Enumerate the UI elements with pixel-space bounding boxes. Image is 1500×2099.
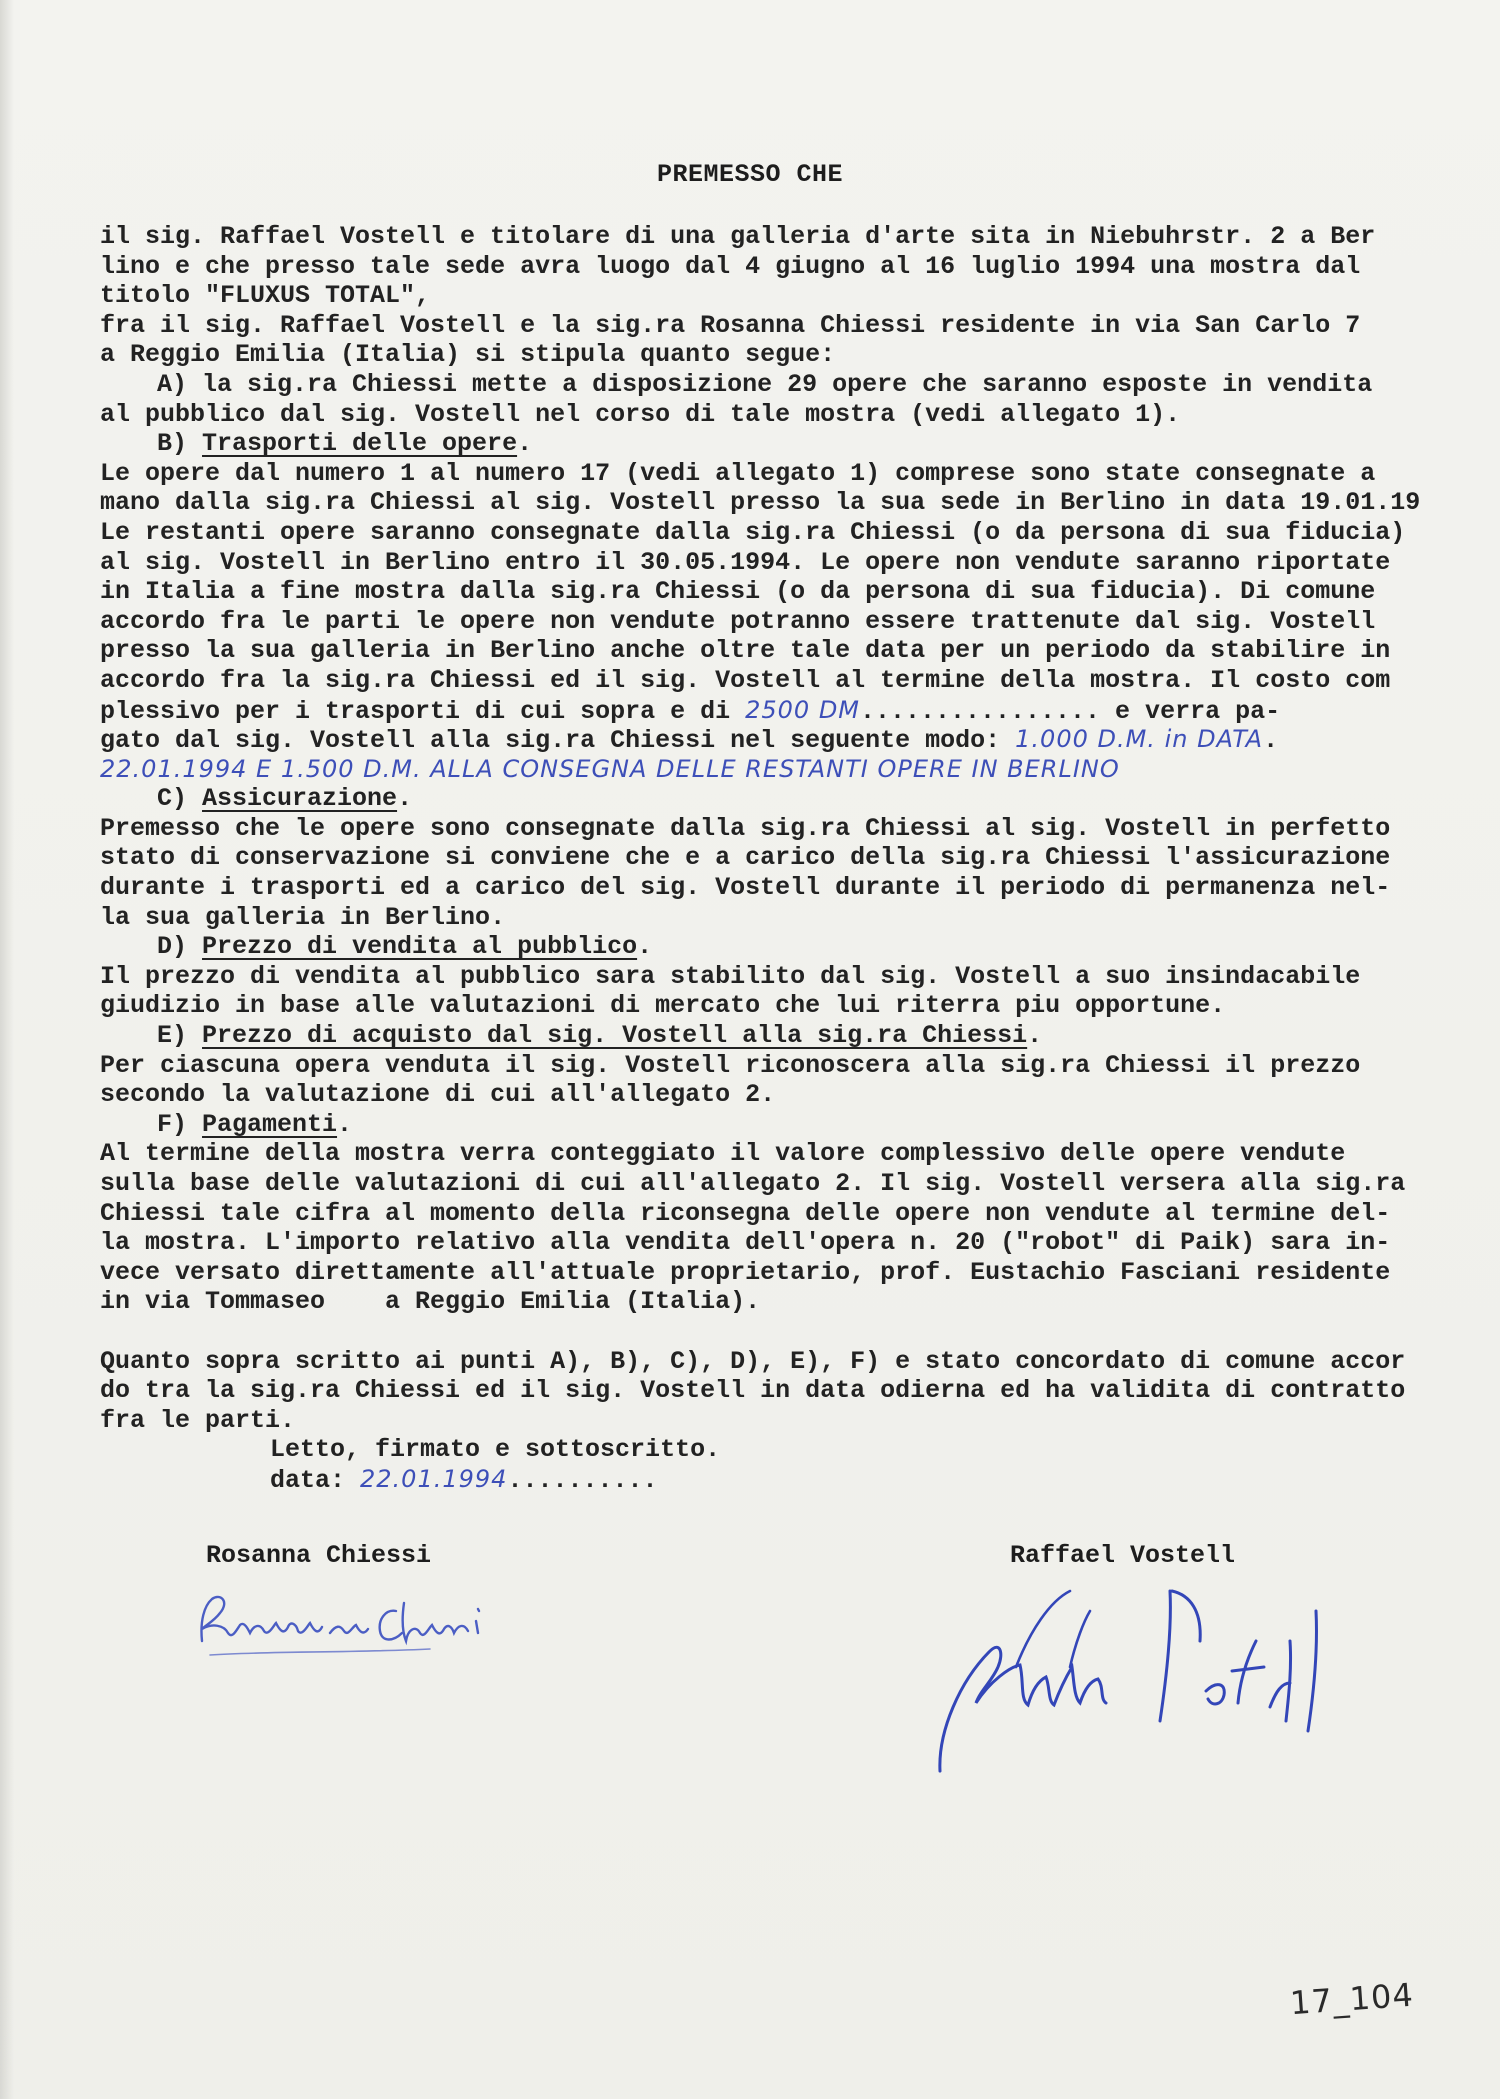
text-line <box>100 932 1460 962</box>
line-text: titolo "FLUXUS TOTAL", <box>100 281 431 311</box>
handwritten-entry: 1.000 D.M. in DATA <box>1015 725 1264 754</box>
text-line <box>100 1465 1460 1495</box>
text-line <box>100 1347 1460 1377</box>
line-text: B) <box>157 429 203 459</box>
text-line <box>100 1110 1460 1140</box>
line-tail: . <box>637 932 653 962</box>
text-line <box>100 400 1460 430</box>
line-text: F) <box>157 1109 203 1139</box>
line-text: presso la sua galleria in Berlino anche oltre tale data per un periodo da stabilire in <box>100 636 1391 666</box>
text-line <box>100 873 1460 903</box>
line-text: Il prezzo di vendita al pubblico sara stabilito dal sig. Vostell a suo insindacabile <box>100 961 1361 991</box>
line-text: in Italia a fine mostra dalla sig.ra Chiessi (o da persona di sua fiducia). Di comune <box>100 577 1376 607</box>
line-text: E) <box>157 1021 203 1051</box>
line-text: la sua galleria in Berlino. <box>100 902 506 932</box>
line-text: accordo fra la sig.ra Chiessi ed il sig. Vostell al termine della mostra. Il costo com <box>100 665 1391 695</box>
line-text: Premesso che le opere sono consegnate dalla sig.ra Chiessi al sig. Vostell in perfetto <box>100 813 1391 843</box>
text-line <box>100 281 1460 311</box>
text-line <box>100 1406 1460 1436</box>
signer-right-name: Raffael Vostell <box>1010 1541 1236 1570</box>
section-heading: Pagamenti <box>202 1109 338 1139</box>
line-tail: . <box>337 1109 353 1139</box>
text-line <box>100 370 1460 400</box>
text-line <box>100 991 1460 1021</box>
text-line <box>100 488 1460 518</box>
text-line <box>100 311 1460 341</box>
line-tail: . <box>397 784 413 814</box>
line-text: Per ciascuna opera venduta il sig. Vostell riconoscera alla sig.ra Chiessi il prezzo <box>100 1050 1361 1080</box>
text-line <box>100 814 1460 844</box>
handwritten-entry: 22.01.1994 <box>360 1464 508 1493</box>
line-text: fra il sig. Raffael Vostell e la sig.ra Rosanna Chiessi residente in via San Carlo 7 <box>100 310 1361 340</box>
text-line <box>100 1228 1460 1258</box>
contract-body <box>100 222 1460 1495</box>
line-tail: ................ e verra pa- <box>860 696 1281 726</box>
document-title: PREMESSO CHE <box>656 160 844 189</box>
line-tail: . <box>517 429 533 459</box>
text-line <box>100 755 1460 785</box>
line-text: C) <box>157 784 203 814</box>
line-text: il sig. Raffael Vostell e titolare di una galleria d'arte sita in Niebuhrstr. 2 a Ber <box>100 222 1376 251</box>
text-line <box>100 1287 1460 1317</box>
text-line <box>100 1169 1460 1199</box>
text-line <box>100 962 1460 992</box>
line-text: la mostra. L'importo relativo alla vendita dell'opera n. 20 ("robot" di Paik) sara in- <box>100 1228 1391 1258</box>
line-text: D) <box>157 932 203 962</box>
text-line <box>100 222 1460 252</box>
line-text: stato di conservazione si conviene che e a carico della sig.ra Chiessi l'assicurazione <box>100 843 1391 873</box>
line-text: Letto, firmato e sottoscritto. <box>270 1435 721 1465</box>
text-line <box>100 636 1460 666</box>
line-text: al pubblico dal sig. Vostell nel corso di tale mostra (vedi allegato 1). <box>100 399 1181 429</box>
line-text: gato dal sig. Vostell alla sig.ra Chiessi nel seguente modo: <box>100 726 1016 756</box>
line-text: data: <box>270 1465 361 1495</box>
text-line <box>100 666 1460 696</box>
text-line <box>100 429 1460 459</box>
signature-right-image <box>920 1571 1340 1781</box>
text-line <box>100 1258 1460 1288</box>
handwritten-entry: 22.01.1994 E 1.500 D.M. ALLA CONSEGNA DELLE RESTANTI OPERE IN BERLINO <box>100 754 1120 783</box>
line-text: al sig. Vostell in Berlino entro il 30.05.1994. Le opere non vendute saranno riportate <box>100 547 1391 577</box>
handwritten-entry: 2500 DM <box>745 695 861 724</box>
signer-left-name: Rosanna Chiessi <box>206 1541 432 1570</box>
line-text: in via Tommaseo a Reggio Emilia (Italia). <box>100 1287 761 1317</box>
line-text: a Reggio Emilia (Italia) si stipula quanto segue: <box>100 340 836 370</box>
line-text: mano dalla sig.ra Chiessi al sig. Vostell presso la sua sede in Berlino in data 19.01.19 <box>100 488 1421 518</box>
line-text: Al termine della mostra verra conteggiato il valore complessivo delle opere vendute <box>100 1139 1346 1169</box>
line-text: giudizio in base alle valutazioni di mercato che lui riterra piu opportune. <box>100 991 1226 1021</box>
text-line <box>100 548 1460 578</box>
line-text: durante i trasporti ed a carico del sig. Vostell durante il periodo di permanenza nel- <box>100 873 1391 903</box>
text-line <box>100 1376 1460 1406</box>
line-text: accordo fra le parti le opere non vendute potranno essere trattenute dal sig. Vostell <box>100 606 1376 636</box>
line-text: A) la sig.ra Chiessi mette a disposizione 29 opere che saranno esposte in vendita <box>157 369 1373 399</box>
text-line <box>100 1051 1460 1081</box>
signature-left-image <box>190 1581 550 1671</box>
line-text: lino e che presso tale sede avra luogo dal 4 giugno al 16 luglio 1994 una mostra dal <box>100 251 1361 281</box>
text-line <box>100 1317 1460 1347</box>
text-line <box>100 903 1460 933</box>
line-text: fra le parti. <box>100 1405 296 1435</box>
line-text: plessivo per i trasporti di cui sopra e di <box>100 696 746 726</box>
line-tail: . <box>1263 726 1279 756</box>
text-line <box>100 725 1460 755</box>
line-text: Le opere dal numero 1 al numero 17 (vedi allegato 1) comprese sono state consegnate a <box>100 458 1376 488</box>
line-text: sulla base delle valutazioni di cui all'allegato 2. Il sig. Vostell versera alla sig.ra <box>100 1169 1406 1198</box>
text-line <box>100 340 1460 370</box>
line-tail: .......... <box>507 1465 658 1495</box>
text-line <box>100 1435 1460 1465</box>
text-line <box>100 459 1460 489</box>
text-line <box>100 577 1460 607</box>
line-text: do tra la sig.ra Chiessi ed il sig. Vostell in data odierna ed ha validita di contratto <box>100 1376 1406 1406</box>
section-heading: Prezzo di acquisto dal sig. Vostell alla sig.ra Chiessi <box>202 1021 1028 1051</box>
text-line <box>100 607 1460 637</box>
line-text: secondo la valutazione di cui all'allegato 2. <box>100 1080 776 1110</box>
text-line <box>100 1021 1460 1051</box>
archive-number: 17_104 <box>1288 1975 1415 2023</box>
text-line <box>100 696 1460 726</box>
line-text: Le restanti opere saranno consegnate dalla sig.ra Chiessi (o da persona di sua fiducia) <box>100 517 1406 547</box>
line-text: vece versato direttamente all'attuale proprietario, prof. Eustachio Fasciani residente <box>100 1257 1391 1287</box>
text-line <box>100 843 1460 873</box>
text-line <box>100 784 1460 814</box>
line-text: Chiessi tale cifra al momento della riconsegna delle opere non vendute al termine del- <box>100 1198 1391 1228</box>
text-line <box>100 518 1460 548</box>
section-heading: Trasporti delle opere <box>202 429 518 459</box>
text-line <box>100 252 1460 282</box>
text-line <box>100 1199 1460 1229</box>
text-line <box>100 1139 1460 1169</box>
text-line <box>100 1080 1460 1110</box>
line-text: Quanto sopra scritto ai punti A), B), C), D), E), F) e stato concordato di comune accor <box>100 1346 1406 1376</box>
section-heading: Prezzo di vendita al pubblico <box>202 932 638 962</box>
line-tail: . <box>1027 1021 1043 1051</box>
section-heading: Assicurazione <box>202 784 398 814</box>
